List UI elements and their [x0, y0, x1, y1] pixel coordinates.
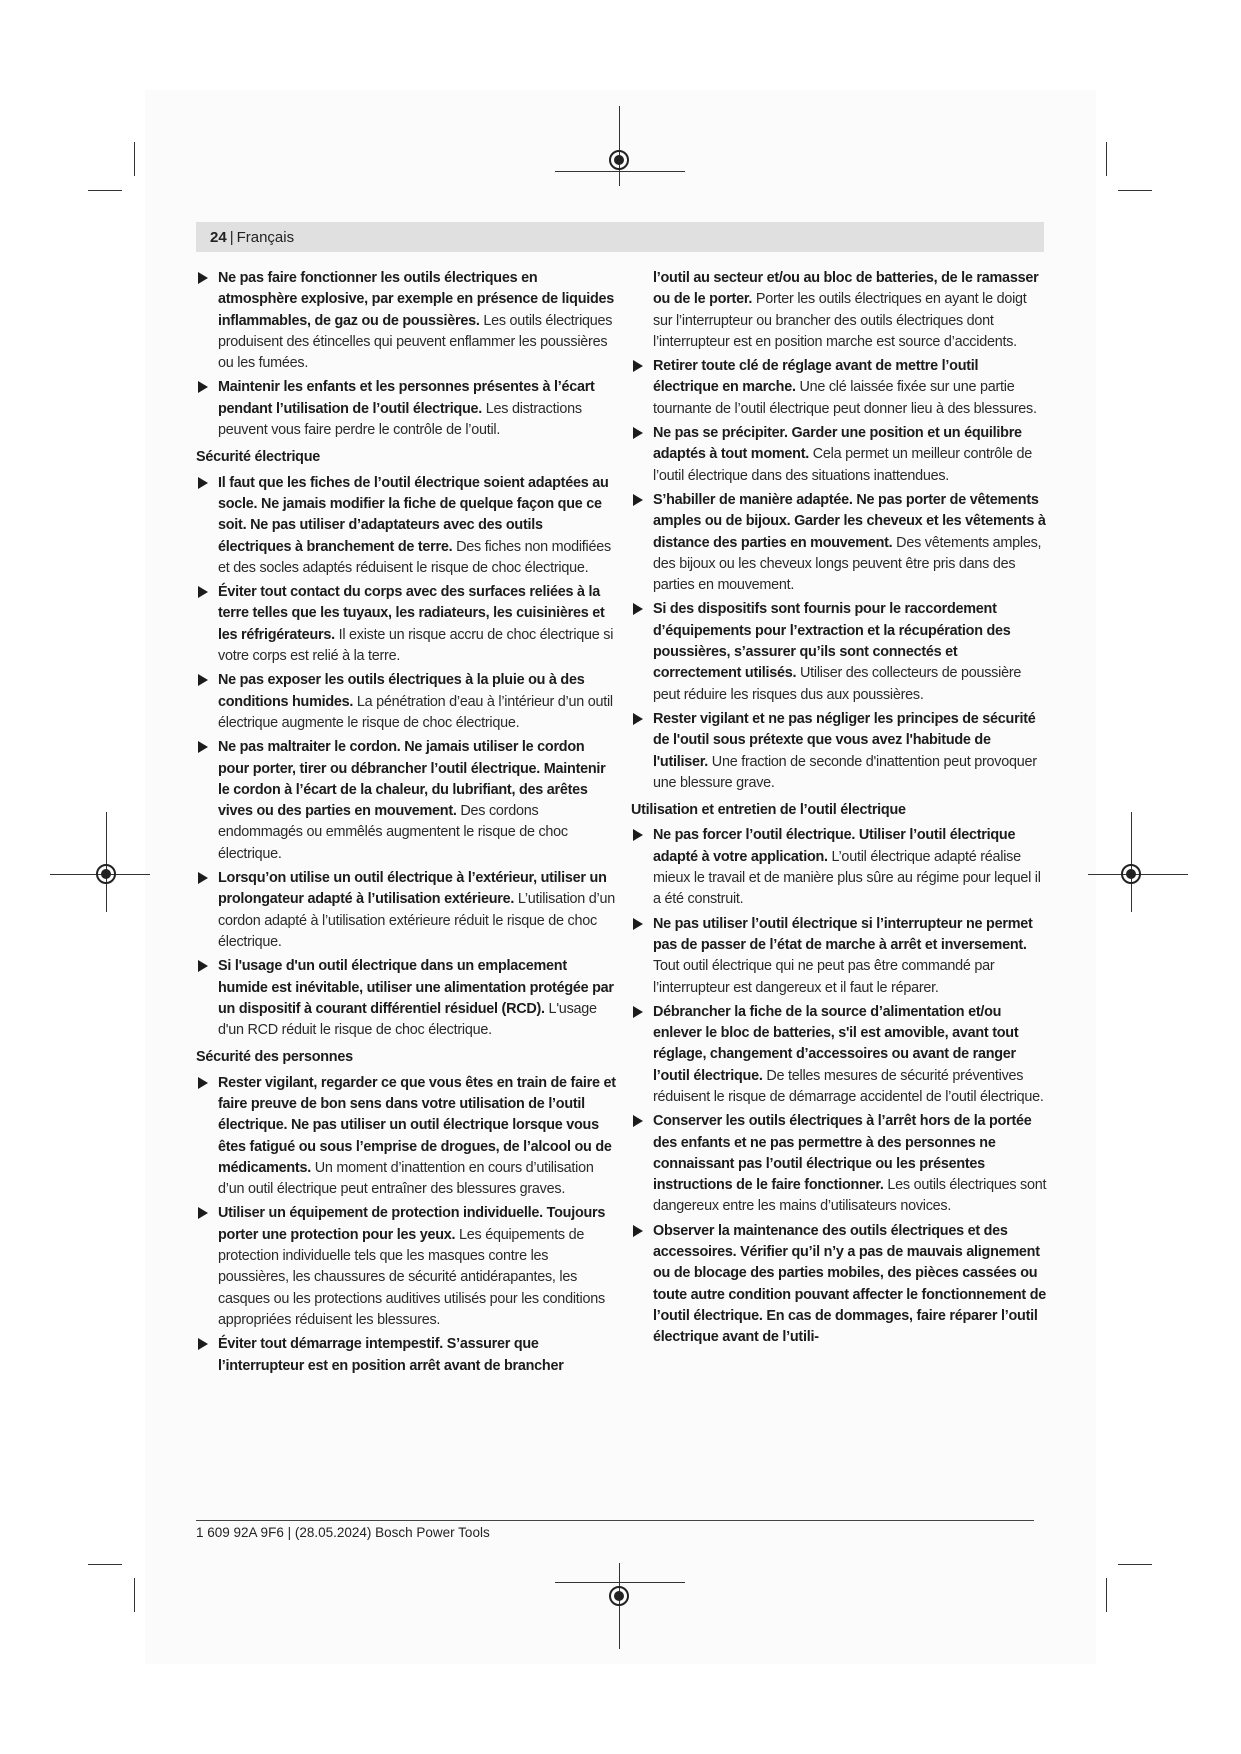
crop-mark-bottom-right-h: [1118, 1564, 1152, 1565]
page-header: [196, 222, 1044, 252]
instruction-bold: Ne pas forcer l’outil électrique. Utiliser l’outil électrique adapté à votre application.: [653, 827, 1016, 865]
crop-mark-top-left-v: [134, 142, 135, 176]
instruction-bold: S’habiller de manière adaptée. Ne pas porter de vêtements amples ou de bijoux. Garder les cheveux et les vêtements à distance des parties en mouvement.: [653, 491, 1046, 551]
instruction-bold: Éviter tout contact du corps avec des surfaces reliées à la terre telles que les tuyaux, les radiateurs, les cuisinières et les réfrigérateurs.: [218, 584, 605, 643]
instruction-bold: Ne pas se précipiter. Garder une position et un équilibre adaptés à tout moment.: [653, 425, 1022, 463]
bullet-triangle-icon: [198, 960, 208, 972]
instruction-bold: Utiliser un équipement de protection individuelle. Toujours porter une protection pour les yeux.: [218, 1205, 606, 1243]
instruction-bold: Ne pas maltraiter le cordon. Ne jamais utiliser le cordon pour porter, tirer ou débrancher l’outil électrique. Maintenir le cordon à l’écart de la chaleur, du lubrifiant, des arêtes vives ou des parties en mouvement.: [218, 739, 606, 820]
instruction-bold: Lorsqu’on utilise un outil électrique à l’extérieur, utiliser un prolongateur adapté à l’utilisation extérieure.: [218, 870, 607, 908]
instruction-explanation: Porter les outils électriques en ayant le doigt sur l’interrupteur ou brancher des outils électriques dont l’interrupteur est en position marche est source d’accidents.: [653, 291, 1027, 350]
bullet-triangle-icon: [633, 918, 643, 930]
crop-mark-bottom-left-v: [134, 1578, 135, 1612]
reg-line-right-v: [1131, 812, 1132, 912]
instruction-explanation: L’utilisation d’un cordon adapté à l’utilisation extérieure réduit le risque de choc électrique.: [218, 891, 615, 950]
bullet-triangle-icon: [198, 477, 208, 489]
bullet-triangle-icon: [198, 586, 208, 598]
instruction-explanation: L'usage d'un RCD réduit le risque de choc électrique.: [218, 1000, 597, 1039]
instruction-explanation: Les outils électriques produisent des étincelles qui peuvent enflammer les poussières ou les fumées.: [218, 312, 613, 372]
safety-instruction: [631, 423, 1047, 487]
reg-line-top-v: [619, 106, 620, 186]
instruction-bold: Débrancher la fiche de la source d’alimentation et/ou enlever le bloc de batteries, s'il est amovible, avant tout réglage, changement d’accessoires ou avant de ranger l’outil électrique.: [653, 1003, 1019, 1084]
safety-instruction: [196, 1203, 616, 1331]
page-number: 24: [210, 228, 227, 246]
instruction-explanation: Tout outil électrique qui ne peut pas être commandé par l’interrupteur est dangereux et il faut le réparer.: [653, 958, 995, 996]
bullet-triangle-icon: [198, 272, 208, 284]
bullet-triangle-icon: [198, 1207, 208, 1219]
registration-mark-right-icon: [1121, 864, 1141, 884]
bullet-triangle-icon: [198, 872, 208, 884]
crop-mark-top-left-h: [88, 190, 122, 191]
header-language: Français: [236, 228, 295, 246]
instruction-bold: Ne pas faire fonctionner les outils électriques en atmosphère explosive, par exemple en présence de liquides inflammables, de gaz ou de poussières.: [218, 270, 615, 329]
safety-instruction: [196, 377, 616, 441]
registration-mark-bottom-icon: [609, 1586, 629, 1606]
reg-line-bottom-v: [619, 1563, 620, 1649]
bullet-triangle-icon: [633, 427, 643, 439]
safety-instruction: [631, 1002, 1047, 1108]
safety-instruction: [631, 268, 1047, 353]
safety-instruction: [196, 956, 616, 1041]
instruction-explanation: Les outils électriques sont dangereux entre les mains d’utilisateurs novices.: [653, 1177, 1047, 1215]
safety-instruction: [631, 825, 1047, 910]
bullet-triangle-icon: [198, 1077, 208, 1089]
instruction-bold: Si l'usage d'un outil électrique dans un emplacement humide est inévitable, utiliser une alimentation protégée par un dispositif à courant différentiel résiduel (RCD).: [218, 958, 614, 1017]
safety-instruction: [196, 670, 616, 734]
bullet-triangle-icon: [198, 741, 208, 753]
instruction-explanation: La pénétration d’eau à l’intérieur d’un outil électrique augmente le risque de choc électrique.: [218, 693, 613, 731]
section-heading: Sécurité électrique: [196, 449, 321, 466]
instruction-explanation: Des cordons endommagés ou emmêlés augmentent le risque de choc électrique.: [218, 803, 568, 862]
safety-instruction: [196, 737, 616, 865]
bullet-triangle-icon: [198, 674, 208, 686]
safety-instruction: [196, 1334, 616, 1377]
safety-instruction: [631, 709, 1047, 794]
safety-instruction: [196, 582, 616, 667]
crop-mark-top-right-v: [1106, 142, 1107, 176]
safety-instruction: [631, 1221, 1047, 1349]
page-footer: 1 609 92A 9F6 | (28.05.2024) Bosch Power Tools: [196, 1525, 490, 1540]
bullet-triangle-icon: [633, 829, 643, 841]
bullet-triangle-icon: [633, 1225, 643, 1237]
crop-mark-bottom-right-v: [1106, 1578, 1107, 1612]
safety-instruction: [631, 356, 1047, 420]
registration-mark-top-icon: [609, 150, 629, 170]
instruction-explanation: Une fraction de seconde d'inattention peut provoquer une blessure grave.: [653, 753, 1037, 791]
instruction-explanation: Utiliser des collecteurs de poussière peut réduire les risques dus aux poussières.: [653, 665, 1022, 703]
instruction-explanation: L’outil électrique adapté réalise mieux le travail et de manière plus sûre au régime pour lequel il a été construit.: [653, 848, 1041, 908]
safety-instruction: [631, 1111, 1047, 1217]
reg-line-bottom-h: [555, 1582, 685, 1583]
safety-instruction: [196, 1073, 616, 1201]
instruction-bold: Si des dispositifs sont fournis pour le raccordement d’équipements pour l’extraction et la récupération des poussières, s’assurer qu’ils sont connectés et correctement utilisés.: [653, 601, 1011, 682]
bullet-triangle-icon: [633, 360, 643, 372]
reg-line-left-v: [106, 812, 107, 912]
instruction-bold: Éviter tout démarrage intempestif. S’assurer que l’interrupteur est en position arrêt avant de brancher: [218, 1336, 564, 1374]
safety-instruction: [196, 268, 616, 374]
footer-rule: [196, 1520, 1034, 1521]
safety-instruction: [196, 868, 616, 953]
instruction-bold: l’outil au secteur et/ou au bloc de batteries, de le ramasser ou de le porter.: [653, 270, 1039, 308]
instruction-bold: Retirer toute clé de réglage avant de mettre l’outil électrique en marche.: [653, 358, 979, 396]
bullet-triangle-icon: [633, 1115, 643, 1127]
safety-instruction: [196, 473, 616, 579]
instruction-bold: Il faut que les fiches de l’outil électrique soient adaptées au socle. Ne jamais modifier la fiche de quelque façon que ce soit. Ne pas utiliser d’adaptateurs avec des outils électriques à branchement de terre.: [218, 474, 609, 555]
instruction-bold: Maintenir les enfants et les personnes présentes à l’écart pendant l’utilisation de l’outil électrique.: [218, 379, 595, 417]
instruction-explanation: Cela permet un meilleur contrôle de l’outil électrique dans des situations inattendues.: [653, 446, 1032, 484]
bullet-triangle-icon: [198, 381, 208, 393]
instruction-explanation: Il existe un risque accru de choc électrique si votre corps est relié à la terre.: [218, 626, 614, 665]
section-heading: Utilisation et entretien de l’outil électrique: [631, 802, 906, 819]
instruction-bold: Rester vigilant, regarder ce que vous êtes en train de faire et faire preuve de bon sens dans votre utilisation de l’outil électrique. Ne pas utiliser un outil électrique lorsque vous êtes fatigué ou sous l’emprise de drogues, de l’alcool ou de médicaments.: [218, 1074, 616, 1176]
instruction-bold: Ne pas exposer les outils électriques à la pluie ou à des conditions humides.: [218, 672, 585, 710]
header-separator: |: [229, 228, 234, 246]
right-column: [631, 268, 1047, 1352]
safety-instruction: [631, 599, 1047, 705]
bullet-triangle-icon: [633, 494, 643, 506]
bullet-triangle-icon: [198, 1338, 208, 1350]
instruction-explanation: Une clé laissée fixée sur une partie tournante de l’outil électrique peut donner lieu à des blessures.: [653, 379, 1037, 417]
instruction-explanation: Des vêtements amples, des bijoux ou les cheveux longs peuvent être pris dans des parties en mouvement.: [653, 534, 1042, 594]
bullet-triangle-icon: [633, 603, 643, 615]
section-heading: Sécurité des personnes: [196, 1049, 353, 1066]
left-column: [196, 268, 616, 1380]
instruction-bold: Conserver les outils électriques à l’arrêt hors de la portée des enfants et ne pas permettre à des personnes ne connaissant pas l’outil électrique ou les présentes instructions de le faire fonctionner.: [653, 1113, 1032, 1194]
reg-line-top-h: [555, 171, 685, 172]
bullet-triangle-icon: [633, 1006, 643, 1018]
instruction-explanation: De telles mesures de sécurité préventives réduisent le risque de démarrage accidentel de l’outil électrique.: [653, 1067, 1044, 1105]
instruction-explanation: Un moment d’inattention en cours d’utilisation d’un outil électrique peut entraîner des blessures graves.: [218, 1159, 594, 1198]
registration-mark-left-icon: [96, 864, 116, 884]
safety-instruction: [631, 490, 1047, 596]
instruction-bold: Rester vigilant et ne pas négliger les principes de sécurité de l'outil sous prétexte que vous avez l'habitude de l'utiliser.: [653, 710, 1036, 770]
instruction-explanation: Les distractions peuvent vous faire perdre le contrôle de l’outil.: [218, 400, 582, 439]
bullet-triangle-icon: [633, 713, 643, 725]
instruction-explanation: Les équipements de protection individuelle tels que les masques contre les poussières, les chaussures de sécurité antidérapantes, les casques ou les protections auditives utilisés pour les conditions appropriées réduisent les blessures.: [218, 1226, 605, 1328]
crop-mark-bottom-left-h: [88, 1564, 122, 1565]
instruction-bold: Observer la maintenance des outils électriques et des accessoires. Vérifier qu’il n’y a pas de mauvais alignement ou de blocage des parties mobiles, des pièces cassées ou toute autre condition pouvant affecter le fonctionnement de l’outil électrique. En cas de dommages, faire réparer l’outil électrique avant de l’utili-: [653, 1222, 1047, 1346]
instruction-bold: Ne pas utiliser l’outil électrique si l’interrupteur ne permet pas de passer de l’état de marche à arrêt et inversement.: [653, 915, 1033, 953]
crop-mark-top-right-h: [1118, 190, 1152, 191]
instruction-explanation: Des fiches non modifiées et des socles adaptés réduisent le risque de choc électrique.: [218, 538, 611, 576]
safety-instruction: [631, 914, 1047, 999]
